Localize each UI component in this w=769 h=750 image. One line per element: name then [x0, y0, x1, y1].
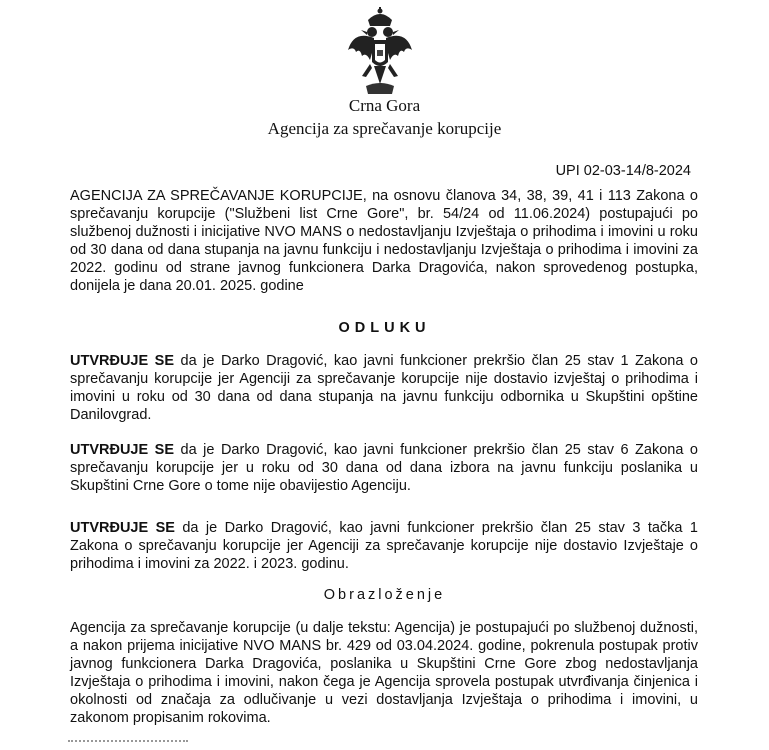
- conclusion-text: da je Darko Dragović, kao javni funkcioner prekršio član 25 stav 1 Zakona o sprečavanju korupcije jer Agenciji za sprečavanje korupcije nije dostavio izvještaj o prihodima i imovini u roku od 30 dana od dana stupanja na javnu funkciju odbornika u Skupštini opštine Danilovgrad.: [70, 353, 698, 423]
- case-reference: UPI 02-03-14/8-2024: [555, 163, 691, 179]
- conclusion-lead: UTVRĐUJE SE: [70, 442, 175, 458]
- conclusion-text: da je Darko Dragović, kao javni funkcioner prekršio član 25 stav 3 tačka 1 Zakona o sprečavanju korupcije jer Agenciji za sprečavanje korupcije nije dostavio Izvještaje o prihodima i imovini za 2022. i 2023. godinu.: [70, 520, 698, 572]
- cut-off-text-line: [68, 740, 188, 750]
- conclusion-lead: UTVRĐUJE SE: [70, 520, 175, 536]
- decision-heading: ODLUKU: [338, 320, 431, 336]
- reasoning-heading: Obrazloženje: [323, 587, 446, 603]
- reasoning-paragraph: Agencija za sprečavanje korupcije (u dalje tekstu: Agencija) je postupajući po službenoj dužnosti, a nakon prijema inicijative NVO MANS br. 429 od 03.04.2024. godine, pokrenula postupak protiv javnog funkcionera Darka Dragovića, poslanika u Skupštini Crne Gore zbog nedostavljanja Izvještaja o prihodima i imovini, nakon čega je Agencija sprovela postupak utvrđivanja činjenica i okolnosti od značaja za odlučivanje u vezi dostavljanja Izvještaja o prihodima i imovini, u zakonom propisanim rokovima.: [70, 620, 698, 726]
- intro-paragraph: AGENCIJA ZA SPREČAVANJE KORUPCIJE, na osnovu članova 34, 38, 39, 41 i 113 Zakona o sprečavanju korupcije ("Službeni list Crne Gore", br. 54/24 od 11.06.2024) postupajući po službenoj dužnosti i inicijative NVO MANS o nedostavljanju Izvještaja o prihodima i imovini u roku od 30 dana od dana stupanja na javnu funkciju i nedostavljanju Izvještaja o prihodima i imovini za 2022. godinu od strane javnog funkcionera Darka Dragovića, nakon sprovedenog postupka, donijela je dana 20.01. 2025. godine: [70, 188, 698, 294]
- agency-name: Agencija za sprečavanje korupcije: [267, 119, 502, 138]
- conclusion-paragraph: [70, 441, 698, 495]
- coat-of-arms-icon: [344, 6, 416, 96]
- conclusion-lead: UTVRĐUJE SE: [70, 353, 175, 369]
- conclusion-paragraph: [70, 352, 698, 424]
- conclusion-text: da je Darko Dragović, kao javni funkcioner prekršio član 25 stav 6 Zakona o sprečavanju korupcije jer u roku od 30 dana od dana izbora na javnu funkciju poslanika u Skupštini Crne Gore o tome nije obavijestio Agenciju.: [70, 442, 698, 494]
- conclusion-paragraph: [70, 519, 698, 573]
- country-name: Crna Gora: [348, 96, 421, 115]
